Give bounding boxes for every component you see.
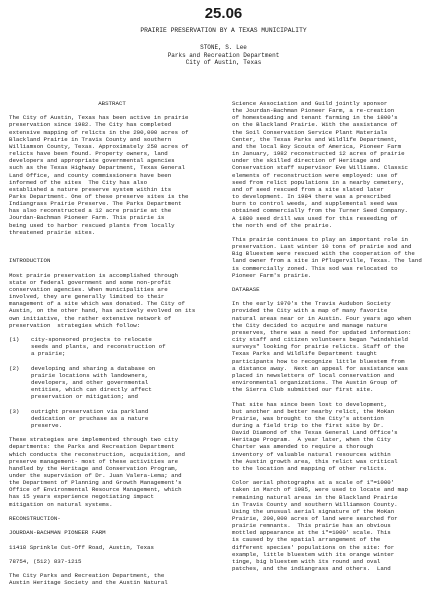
- database-text: In the early 1970's the Travis Audubon Society provided the City with a map of many favorite natural areas near or in Austin. Four years ago when the City decided to acquire and manage nature preserves, there was a need for updated information: city staff and citizen volunteers began "windshield surveys" looking for prairie relicts. Staff of the Texas Parks and Wildlife Department taught participants how to recognize little bluestem from a distance away. Next an appeal for assistance was placed in newsletters of local conservation and environmental organizations. The Austin Group of the Sierra Club submitted our first site.: [232, 300, 412, 394]
- database-heading: DATABASE: [232, 286, 260, 294]
- farm-address: 11418 Sprinkle Cut-Off Road, Austin, Texas: [9, 543, 154, 551]
- author-affiliation: City of Austin, Texas: [185, 59, 262, 67]
- strategies-implementation-text: These strategies are implemented through two city departments: the Parks and Recreation Department which conducts the reconstruction, acquisition, and preserve management- most of these activities are handled by the Heritage and Conservation Program, under the supervision of Dr. Juan Valera-Lema; and the Department of Planning and Growth Management's Office of Environmental Resource Management, which has 15 years experience negotiating impact mitigation on natural systems.: [9, 436, 185, 508]
- strategy-number: (2): [9, 364, 20, 372]
- strategy-item: [9, 408, 215, 429]
- reconstruction-heading: RECONSTRUCTION-: [9, 514, 61, 522]
- abstract-text: The City of Austin, Texas has been active in prairie preservation since 1982. The City has completed extensive mapping of relicts in the 200,000 acres of Blackland Prairie in Travis County and southern Williamson County, Texas. Approximately 250 acres of relicts have been found. Property owners, land developers and appropriate governmental agencies such as the Texas Highway Department, Texas General Land Office, and county commissioners have been informed of the sites The City has also established a nature preserve system within its Parks Department. One of these preserve sites is the Indiangrass Prairie Preserve. The Parks Department has also reconstructed a 12 acre prairie at the Jourdan-Bachman Pioneer Farm. This prairie is being used to harbor rescued plants from locally threatened prairie sites.: [9, 114, 189, 236]
- strategy-text: developing and sharing a database on prairie locations with landowners, developers, and other governmental entities, which can directly affect preservation or mitigation; and: [31, 364, 156, 401]
- author-name: STONE, S. Lee: [200, 44, 247, 51]
- page-number: 25.06: [204, 5, 243, 22]
- strategy-list: [9, 336, 215, 429]
- farm-text-2: This prairie continues to play an important role in preservation. Last winter 10 tons of prairie sod and Big Bluestem were rescued with the cooperation of the land owner from a site in Pflugerville, Texas. The land is commercially zoned. This sod was relocated to Pioneer Farm's prairie.: [232, 235, 422, 279]
- spacer: [9, 243, 215, 250]
- paper-title: PRAIRIE PRESERVATION BY A TEXAS MUNICIPALITY: [140, 27, 307, 34]
- abstract-heading: ABSTRACT: [98, 100, 126, 107]
- strategy-item: [9, 336, 215, 357]
- right-column: [232, 100, 438, 597]
- farm-phone: 78754, (512) 837-1215: [9, 557, 82, 565]
- farm-text: The City Parks and Recreation Department, the Austin Heritage Society and the Austin Natural: [9, 572, 168, 587]
- author-block: [0, 44, 447, 67]
- left-column: [9, 100, 215, 597]
- database-text-3: Color aerial photographs at a scale of 1"=1000' taken in March of 1985, were used to locate and map remaining natural areas in the Blackland Prairie in Travis County and southern Williamson County. Using the unusual aerial signature of the MoKan Prairie, 200,000 acres of land were searched for prairie remnants. This prairie has an obvious mottled appearance at the 1"=1000' scale. This is caused by the spatial arrangement of the different species' populations on the site: for example, little bluestem with its orange winter tinge, big bluestem with its round and oval patches, and the indiangrass and others. Land: [232, 479, 408, 573]
- farm-text-continued: Science Association and Guild jointly sponsor the Jourdan-Bachman Pioneer Farm, a re-creation of homesteading and tenant farming in the 1800's on the Blackland Prairie. With the assistance of the Soil Conservation Service Plant Materials Center, the Texas Parks and Wildlife Department, and the local Boy Scouts of America, Pioneer Farm in January, 1982 reconstructed 12 acres of prairie under the skilled direction of Heritage and Conservation staff supervisor Eve Williams. Classic elements of reconstruction were employed: use of seed from relict populations in a nearby cemetery, and of seed rescued from a site slated later to development. In 1984 there was a prescribed burn to control weeds, and supplemental seed was obtained commercially from the Turner Seed Company. A 1880 seed drill was used for this reseeding of the north end of the prairie.: [232, 100, 408, 229]
- introduction-text: Most prairie preservation is accomplished through state or federal government and some non-profit conservation agencies. When municipalities are involved, they are generally limited to their management of a site which was donated. The City of Austin, on the other hand, has actively evolved on its own initiative, the rather extensive network of preservation strategies which follow:: [9, 271, 196, 329]
- introduction-heading: INTRODUCTION: [9, 257, 51, 265]
- strategy-text: outright preservation via parkland dedication or pruchase as a nature preserve.: [31, 407, 149, 429]
- strategy-item: [9, 365, 215, 401]
- strategy-number: (3): [9, 407, 20, 415]
- database-text-2: That site has since been lost to development, but another and better nearby relict, the MoKan Prairie, was brought to the City's attention during a field trip to the first site by Dr. David Diamond of the Texas General Land Office's Heritage Program. A year later, when the City Charter was amended to require a thorough inventory of valuable natural resources within the Austin growth area, this relict was critical to the location and mapping of other relicts.: [232, 400, 398, 472]
- strategy-text: city-sponsored projects to relocate seeds and plants, and reconstruction of a prairie;: [31, 336, 166, 358]
- author-department: Parks and Recreation Department: [167, 51, 280, 59]
- strategy-number: (1): [9, 336, 20, 344]
- farm-name: JOURDAN-BACHMAN PIONEER FARM: [9, 529, 106, 537]
